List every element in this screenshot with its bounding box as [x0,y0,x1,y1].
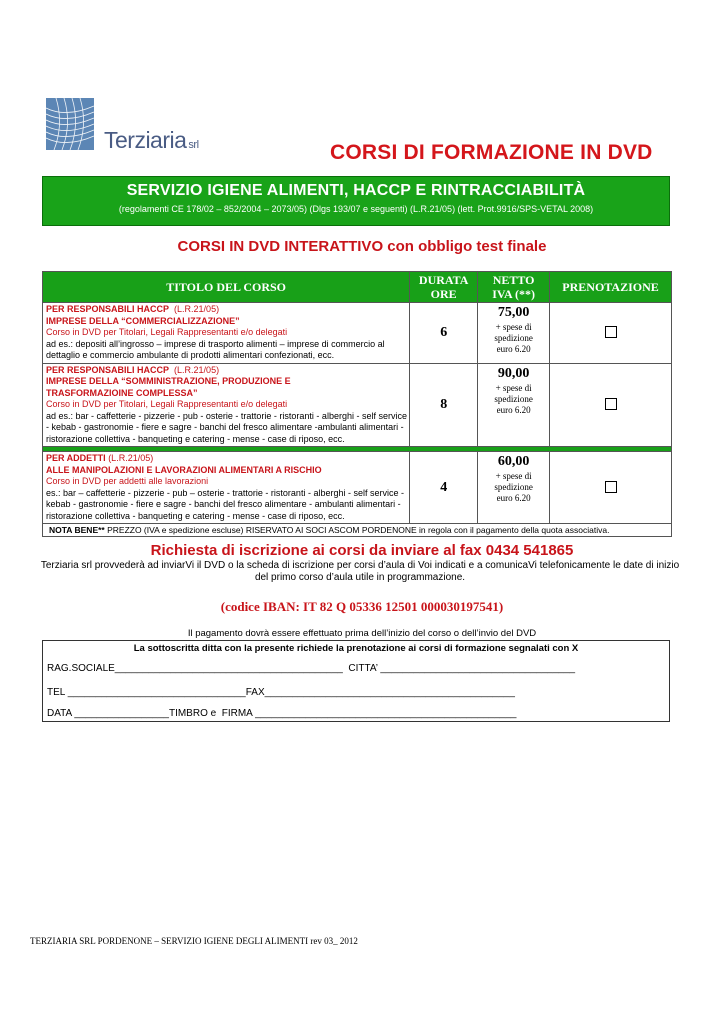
course-table [42,271,672,537]
company-city-field[interactable]: RAG.SOCIALE_________________________________________ CITTA’ ___________________________________ [47,663,576,674]
booking-cell [550,363,672,447]
course-description: PER RESPONSABILI HACCP (L.R.21/05) IMPRESE DELLA “COMMERCIALIZZAZIONE” Corso in DVD per Titolari, Legali Rappresentanti e/o delegati ad es.: depositi all’ingrosso – imprese di trasporto alimenti – imprese di commercio al dettaglio e commercio ambulante di prodotti alimentari confezionati, ecc. [43,303,410,364]
note-label: NOTA BENE** [49,525,105,535]
course-price: 90,00 + spese di spedizione euro 6.20 [478,363,550,447]
banner-title: SERVIZIO IGIENE ALIMENTI, HACCP E RINTRACCIABILITÀ [126,182,586,199]
logo-wordmark [104,127,199,154]
table-row [43,363,672,447]
table-note [43,524,672,537]
booking-cell [550,452,672,524]
table-row [43,452,672,524]
header-price: NETTO IVA (**) [478,272,550,303]
course-hours: 6 [410,303,478,364]
course-hours: 4 [410,452,478,524]
booking-cell [550,303,672,364]
table-row [43,303,672,364]
booking-checkbox[interactable] [605,481,617,493]
registration-form [42,640,670,722]
page-footer: TERZIARIA SRL PORDENONE – SERVIZIO IGIENE DEGLI ALIMENTI rev 03_ 2012 [30,936,358,946]
terziaria-logo-icon [46,98,102,150]
payment-note: Il pagamento dovrà essere effettuato prima dell’inizio del corso o dell’invio del DVD [187,628,537,639]
request-text: Terziaria srl provvederà ad inviarVi il DVD o la scheda di iscrizione per corsi d’aula di Voi indicati e a comunicaVi telefonicamente le date di inizio del primo corso d’aula utile in programmazione. [40,560,680,583]
booking-checkbox[interactable] [605,326,617,338]
course-hours: 8 [410,363,478,447]
logo-name: Terziaria [104,127,187,153]
note-text: PREZZO (IVA e spedizione escluse) RISERVATO AI SOCI ASCOM PORDENONE in regola con il pagamento della quota associativa. [104,525,610,535]
page-title: CORSI DI FORMAZIONE IN DVD [330,141,653,164]
form-heading: La sottoscritta ditta con la presente richiede la prenotazione ai corsi di formazione segnalati con X [133,643,579,654]
service-banner [42,176,670,226]
logo-suffix: srl [188,139,199,151]
header-booking: PRENOTAZIONE [550,272,672,303]
header-duration: DURATA ORE [410,272,478,303]
header-course: TITOLO DEL CORSO [43,272,410,303]
course-price: 60,00 + spese di spedizione euro 6.20 [478,452,550,524]
date-signature-field[interactable]: DATA _________________TIMBRO e FIRMA _______________________________________________ [47,708,517,719]
iban-code: (codice IBAN: IT 82 Q 05336 12501 000030197541) [220,599,504,614]
course-description: PER ADDETTI (L.R.21/05) ALLE MANIPOLAZIONI E LAVORAZIONI ALIMENTARI A RISCHIO Corso in DVD per addetti alle lavorazioni es.: bar – caffetterie - pizzerie - pub – osterie - trattorie - ristoranti - alberghi - self service - kebab - gastronomie - fiere e sagre - banchi del fresco alimentare - ambulanti alimentari - ristorazione collettiva - banqueting e catering - mense - case di riposo, ecc. [43,452,410,524]
banner-subtitle: (regolamenti CE 178/02 – 852/2004 – 2073/05) (Dlgs 193/07 e seguenti) (L.R.21/05) (lett. Prot.9916/SPS-VETAL 2008) [118,204,594,214]
booking-checkbox[interactable] [605,398,617,410]
section-subtitle: CORSI IN DVD INTERATTIVO con obbligo test finale [177,238,547,255]
phone-fax-field[interactable]: TEL ________________________________FAX_____________________________________________ [47,687,515,698]
table-header [43,272,672,303]
course-price: 75,00 + spese di spedizione euro 6.20 [478,303,550,364]
request-title: Richiesta di iscrizione ai corsi da inviare al fax 0434 541865 [150,542,574,559]
course-description: PER RESPONSABILI HACCP (L.R.21/05) IMPRESE DELLA “SOMMINISTRAZIONE, PRODUZIONE E TRASFORMAZIOINE COMPLESSA” Corso in DVD per Titolari, Legali Rappresentanti e/o delegati ad es.: bar - caffetterie - pizzerie - pub - osterie - trattorie - ristoranti - alberghi - self service - kebab - gastronomie - fiere e sagre - banchi del fresco alimentare -ambulanti alimentari - ristorazione collettiva - banqueting e catering - mense - case di riposo, ecc. [43,363,410,447]
